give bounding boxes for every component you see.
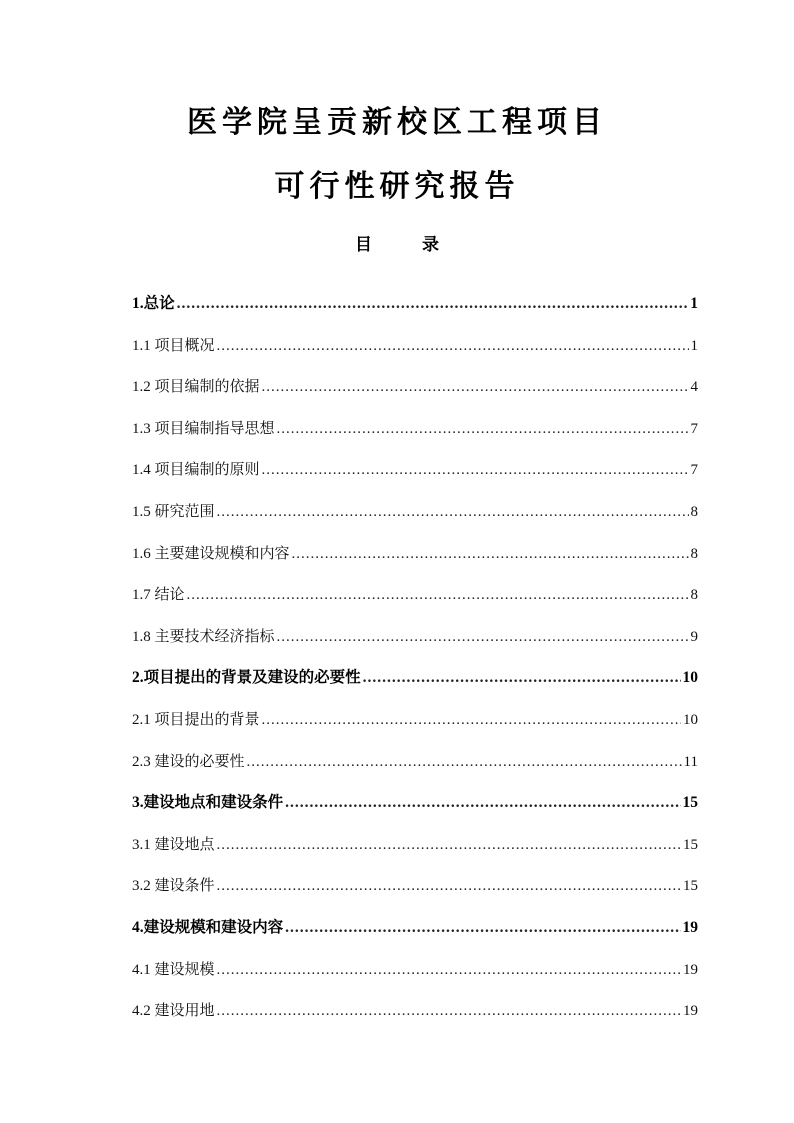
toc-page-number: 8	[690, 545, 698, 562]
toc-chapter-entry[interactable]	[132, 292, 698, 334]
toc-section-entry[interactable]	[132, 958, 698, 1000]
toc-chapter-entry[interactable]	[132, 791, 698, 833]
toc-section-entry[interactable]	[132, 334, 698, 376]
toc-section-entry[interactable]	[132, 500, 698, 542]
table-of-contents	[132, 292, 698, 1041]
toc-section-entry[interactable]	[132, 583, 698, 625]
toc-chapter-entry[interactable]	[132, 916, 698, 958]
toc-page-number: 9	[690, 628, 698, 645]
toc-dot-leader	[217, 500, 689, 524]
toc-section-entry[interactable]	[132, 833, 698, 875]
toc-dot-leader	[217, 958, 681, 982]
toc-dot-leader	[217, 874, 681, 898]
toc-entry-label: 1.2 项目编制的依据	[132, 379, 260, 396]
toc-dot-leader	[292, 542, 689, 566]
toc-page-number: 15	[683, 878, 698, 895]
toc-page-number: 19	[683, 1003, 698, 1020]
toc-entry-label: 1.7 结论	[132, 587, 185, 604]
toc-page-number: 11	[683, 753, 698, 770]
toc-page-number: 15	[683, 836, 698, 853]
toc-entry-label: 4.2 建设用地	[132, 1003, 215, 1020]
toc-entry-label: 1.3 项目编制指导思想	[132, 420, 275, 437]
toc-dot-leader	[247, 750, 682, 774]
toc-dot-leader	[217, 999, 681, 1023]
toc-section-entry[interactable]	[132, 874, 698, 916]
toc-entry-label: 2.1 项目提出的背景	[132, 711, 260, 728]
toc-entry-label: 3.建设地点和建设条件	[132, 794, 284, 812]
toc-page-number: 1	[690, 337, 698, 354]
toc-section-entry[interactable]	[132, 542, 698, 584]
toc-page-number: 10	[682, 669, 698, 687]
toc-chapter-entry[interactable]	[132, 666, 698, 708]
toc-entry-label: 2.3 建设的必要性	[132, 753, 245, 770]
toc-entry-label: 3.2 建设条件	[132, 878, 215, 895]
toc-dot-leader	[187, 583, 689, 607]
toc-entry-label: 2.项目提出的背景及建设的必要性	[132, 669, 361, 687]
toc-section-entry[interactable]	[132, 375, 698, 417]
toc-page-number: 15	[682, 794, 698, 812]
toc-page-number: 19	[683, 961, 698, 978]
toc-entry-label: 4.建设规模和建设内容	[132, 918, 284, 936]
toc-entry-label: 1.1 项目概况	[132, 337, 215, 354]
toc-entry-label: 1.8 主要技术经济指标	[132, 628, 275, 645]
toc-entry-label: 1.6 主要建设规模和内容	[132, 545, 290, 562]
toc-entry-label: 4.1 建设规模	[132, 961, 215, 978]
toc-section-entry[interactable]	[132, 708, 698, 750]
toc-entry-label: 1.5 研究范围	[132, 503, 215, 520]
toc-entry-label: 3.1 建设地点	[132, 836, 215, 853]
toc-section-entry[interactable]	[132, 458, 698, 500]
document-title-line1: 医学院呈贡新校区工程项目	[187, 105, 607, 140]
toc-heading: 目 录	[355, 235, 461, 255]
toc-dot-leader	[262, 708, 681, 732]
toc-page-number: 7	[690, 462, 698, 479]
toc-dot-leader	[262, 458, 689, 482]
toc-page-number: 7	[690, 420, 698, 437]
toc-section-entry[interactable]	[132, 999, 698, 1041]
toc-dot-leader	[285, 916, 680, 940]
toc-dot-leader	[177, 292, 689, 316]
document-title-line2: 可行性研究报告	[274, 169, 520, 204]
toc-dot-leader	[217, 833, 681, 857]
toc-dot-leader	[363, 666, 681, 690]
toc-dot-leader	[277, 417, 689, 441]
toc-dot-leader	[262, 375, 689, 399]
toc-dot-leader	[217, 334, 689, 358]
toc-entry-label: 1.总论	[132, 295, 175, 312]
toc-page-number: 4	[690, 379, 698, 396]
toc-section-entry[interactable]	[132, 750, 698, 792]
toc-page-number: 8	[690, 503, 698, 520]
toc-dot-leader	[285, 791, 680, 815]
toc-page-number: 10	[683, 711, 698, 728]
toc-page-number: 8	[690, 587, 698, 604]
toc-page-number: 19	[682, 918, 698, 936]
toc-dot-leader	[277, 625, 689, 649]
toc-entry-label: 1.4 项目编制的原则	[132, 462, 260, 479]
toc-section-entry[interactable]	[132, 625, 698, 667]
toc-section-entry[interactable]	[132, 417, 698, 459]
toc-page-number: 1	[690, 295, 698, 312]
